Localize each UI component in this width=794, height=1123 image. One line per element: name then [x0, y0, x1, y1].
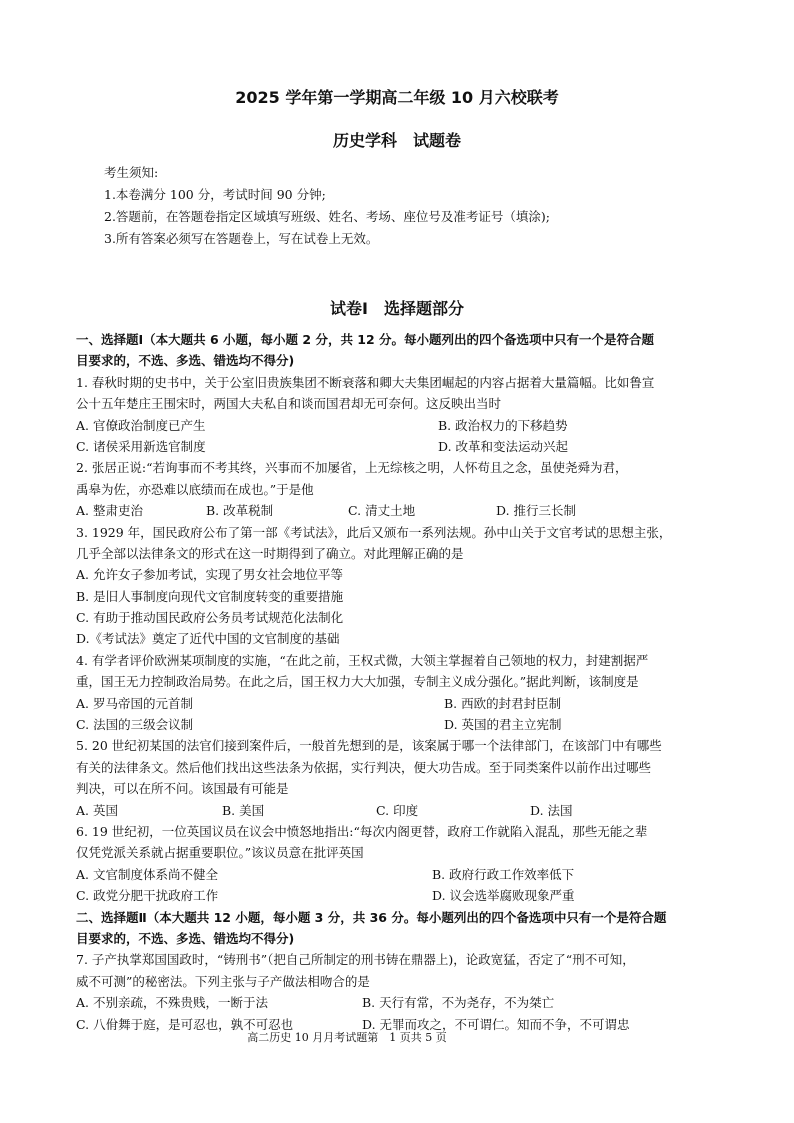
q4-stem: 4. 有学者评价欧洲某项制度的实施，“在此之前，王权式微，大领主掌握着自己领地的权力，封建割据严 [76, 652, 649, 668]
q4-option-b: B. 西欧的封君封臣制 [444, 695, 562, 711]
q5-options-row [76, 800, 721, 821]
q1-option-d: D. 改革和变法运动兴起 [438, 438, 569, 454]
q2-option-b: B. 改革税制 [206, 503, 274, 519]
q3-option-d: D.《考试法》奠定了近代中国的文官制度的基础 [76, 631, 340, 647]
q4-options-row [76, 714, 721, 735]
section2-header: 二、选择题Ⅱ（本大题共 12 小题，每小题 3 分，共 36 分。每小题列出的四个备选项中只有一个是符合题 [76, 909, 667, 925]
q1-option-b: B. 政治权力的下移趋势 [438, 417, 568, 433]
q4-stem: 重，国王无力控制政治局势。在此之后，国王权力大大加强，专制主义成分强化。”据此判断，该制度是 [76, 674, 639, 690]
q7-stem: 7. 子产执掌郑国国政时，“铸刑书”（把自己所制定的刑书铸在鼎器上)，论政宽猛，否定了“刑不可知， [76, 952, 635, 968]
q1-option-a: A. 官僚政治制度已产生 [76, 417, 206, 433]
q2-stem: 2. 张居正说:“若询事而不考其终，兴事而不加屡省，上无综核之明，人怀苟且之念，虽使尧舜为君， [76, 460, 628, 476]
q6-option-d: D. 议会选举腐败现象严重 [432, 888, 575, 904]
q7-options-row [76, 992, 721, 1013]
q3-option-b: B. 是旧人事制度向现代文官制度转变的重要措施 [76, 588, 344, 604]
q7-option-c: C. 八佾舞于庭，是可忍也，孰不可忍也 [76, 1016, 294, 1032]
q5-stem: 判决，可以在所不问。该国最有可能是 [76, 781, 289, 797]
q6-options-row [76, 885, 721, 906]
q6-stem: 仅凭党派关系就占据重要职位。”该议员意在批评英国 [76, 845, 364, 861]
q6-options-row [76, 864, 721, 885]
subject-title: 历史学科 试题卷 [332, 131, 461, 150]
candidate-notice [104, 162, 724, 250]
q5-option-b: B. 美国 [222, 802, 265, 818]
q3-option-c: C. 有助于推动国民政府公务员考试规范化法制化 [76, 610, 344, 626]
q5-option-a: A. 英国 [76, 802, 118, 818]
page-number-text: 高二历史 10 月月考试题第 1 页共 5 页 [247, 1031, 447, 1044]
notice-heading: 考生须知: [104, 165, 159, 180]
q4-options-row [76, 693, 721, 714]
q6-stem: 6. 19 世纪初，一位英国议员在议会中愤怒地指出:“每次内阁更替，政府工作就陷入混乱，那些无能之辈 [76, 823, 648, 839]
section1-header: 一、选择题Ⅰ（本大题共 6 小题，每小题 2 分，共 12 分。每小题列出的四个备选项中只有一个是符合题 [76, 332, 655, 347]
q2-options-row [76, 500, 721, 521]
q3-stem: 3. 1929 年，国民政府公布了第一部《考试法》，此后又颁布一系列法规。孙中山关于文官考试的思想主张， [76, 524, 672, 540]
q5-option-d: D. 法国 [530, 802, 573, 818]
q6-option-a: A. 文官制度体系尚不健全 [76, 866, 218, 882]
q1-stem: 1. 春秋时期的史书中，关于公室旧贵族集团不断衰落和卿大夫集团崛起的内容占据着大量篇幅。比如鲁宣 [76, 374, 655, 390]
q1-option-c: C. 诸侯采用新选官制度 [76, 438, 206, 454]
section2-header-cont: 目要求的，不选、多选、错选均不得分) [76, 930, 295, 946]
q1-options-row [76, 436, 721, 457]
section1-header-cont: 目要求的，不选、多选、错选均不得分) [76, 353, 295, 369]
q2-stem: 禹皋为佐，亦恐难以底绩而在成也。”于是他 [76, 481, 314, 497]
q6-option-c: C. 政党分肥干扰政府工作 [76, 888, 219, 904]
page-footer [0, 1027, 794, 1048]
q2-option-d: D. 推行三长制 [496, 503, 577, 519]
q5-stem: 5. 20 世纪初某国的法官们接到案件后，一般首先想到的是，该案属于哪一个法律部门，在该部门中有哪些 [76, 738, 662, 754]
exam-title: 2025 学年第一学期高二年级 10 月六校联考 [235, 88, 559, 107]
part1-title: 试卷Ⅰ 选择题部分 [330, 299, 464, 318]
q7-stem: 威不可测”的秘密法。下列主张与子产做法相吻合的是 [76, 973, 370, 989]
q3-option-a: A. 允许女子参加考试，实现了男女社会地位平等 [76, 567, 343, 583]
q2-option-c: C. 清丈土地 [348, 503, 416, 519]
q6-option-b: B. 政府行政工作效率低下 [432, 866, 575, 882]
q4-option-d: D. 英国的君主立宪制 [444, 717, 562, 733]
q5-stem: 有关的法律条文。然后他们找出这些法条为依据，实行判决，便大功告成。至于同类案件以前作出过哪些 [76, 759, 652, 775]
notice-item: 1.本卷满分 100 分，考试时间 90 分钟; [104, 187, 326, 202]
q5-option-c: C. 印度 [376, 802, 419, 818]
q3-stem: 几乎全部以法律条文的形式在这一时期得到了确立。对此理解正确的是 [76, 545, 464, 561]
q4-option-c: C. 法国的三级会议制 [76, 717, 194, 733]
notice-item: 3.所有答案必须写在答题卷上，写在试卷上无效。 [104, 231, 379, 246]
question-body [76, 329, 721, 1035]
q1-stem: 公十五年楚庄王围宋时，两国大夫私自和谈而国君却无可奈何。这反映出当时 [76, 396, 502, 412]
q1-options-row [76, 415, 721, 436]
q2-option-a: A. 整肃吏治 [76, 503, 143, 519]
q7-option-b: B. 天行有常，不为尧存，不为桀亡 [362, 995, 555, 1011]
notice-item: 2.答题前，在答题卷指定区域填写班级、姓名、考场、座位号及准考证号（填涂); [104, 209, 551, 224]
q7-option-a: A. 不别亲疏，不殊贵贱，一断于法 [76, 995, 268, 1011]
q4-option-a: A. 罗马帝国的元首制 [76, 695, 193, 711]
q7-option-d: D. 无罪而攻之，不可谓仁。知而不争，不可谓忠 [362, 1016, 630, 1032]
